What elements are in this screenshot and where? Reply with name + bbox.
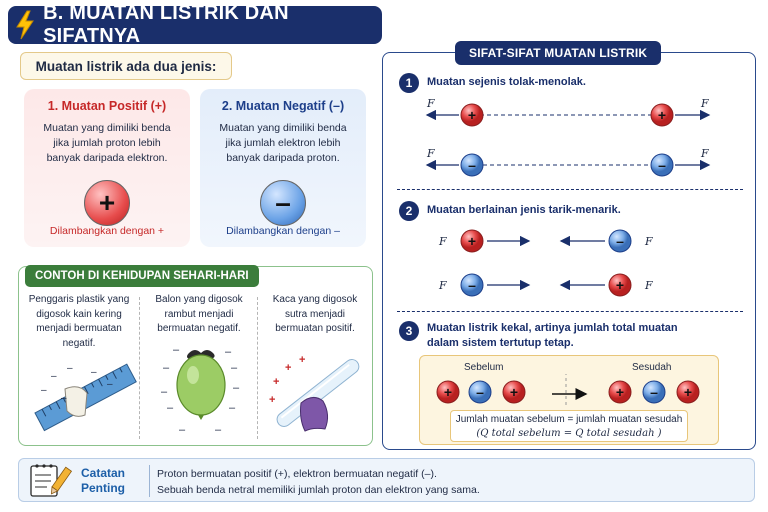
title-bar xyxy=(8,2,382,47)
positive-description: Muatan yang dimiliki benda jika jumlah proton lebih banyak daripada elektron. xyxy=(43,122,171,164)
property-number-2: 2 xyxy=(399,201,419,221)
property-2-text: Muatan berlainan jenis tarik-menarik. xyxy=(427,204,621,216)
lightning-icon xyxy=(8,6,41,44)
note-body: Proton bermuatan positif (+), elektron bermuatan negatif (–). Sebuah benda netral memiliki jumlah proton dan elektron yang sama. xyxy=(157,468,480,496)
svg-text:–: – xyxy=(225,347,232,358)
svg-text:–: – xyxy=(231,362,238,374)
intro-label: Muatan listrik ada dua jenis: xyxy=(20,52,232,80)
svg-text:–: – xyxy=(67,363,73,374)
svg-text:+: + xyxy=(299,354,306,366)
property-number-3: 3 xyxy=(399,321,419,341)
svg-text:F: F xyxy=(645,279,653,292)
svg-text:+: + xyxy=(443,384,453,400)
svg-text:–: – xyxy=(476,384,484,400)
attraction-diagram xyxy=(383,221,757,311)
svg-text:F: F xyxy=(701,147,709,160)
svg-text:+: + xyxy=(615,384,625,400)
svg-text:–: – xyxy=(163,362,170,374)
negative-charge-icon: – xyxy=(260,180,306,226)
glass-rod-silk-icon xyxy=(265,349,369,441)
important-note xyxy=(18,458,755,502)
svg-text:–: – xyxy=(51,371,57,382)
svg-text:+: + xyxy=(285,362,292,374)
svg-text:+: + xyxy=(615,277,625,293)
examples-panel xyxy=(18,266,373,446)
svg-text:–: – xyxy=(41,385,47,396)
svg-text:–: – xyxy=(215,424,222,436)
examples-heading: CONTOH DI KEHIDUPAN SEHARI-HARI xyxy=(25,265,259,287)
conservation-formula: (Q total sebelum = Q total sesudah ) xyxy=(476,428,662,439)
example-glass: Kaca yang digosok sutra menjadi bermuatan positif. xyxy=(272,294,358,334)
svg-text:F: F xyxy=(427,147,435,160)
svg-text:–: – xyxy=(650,384,658,400)
negative-symbol-text: Dilambangkan dengan – xyxy=(226,225,340,237)
positive-symbol-text: Dilambangkan dengan + xyxy=(49,225,165,237)
properties-heading: SIFAT-SIFAT MUATAN LISTRIK xyxy=(455,41,661,65)
example-ruler: Penggaris plastik yang digosok kain kering menjadi bermuatan negatif. xyxy=(28,294,130,349)
example-balloon: Balon yang digosok rambut menjadi bermuatan negatif. xyxy=(155,294,243,334)
positive-charge-card xyxy=(24,89,190,247)
svg-text:–: – xyxy=(468,157,476,173)
svg-text:+: + xyxy=(467,233,477,249)
svg-text:–: – xyxy=(61,393,67,404)
svg-text:–: – xyxy=(167,402,174,414)
svg-text:–: – xyxy=(173,347,180,356)
svg-text:+: + xyxy=(269,394,276,406)
svg-text:–: – xyxy=(179,424,186,436)
svg-text:F: F xyxy=(427,97,435,110)
svg-text:+: + xyxy=(657,107,667,123)
balloon-icon xyxy=(149,347,253,443)
ruler-cloth-icon xyxy=(27,349,139,441)
positive-charge-icon: + xyxy=(84,180,130,226)
svg-text:+: + xyxy=(509,384,519,400)
property-number-1: 1 xyxy=(399,73,419,93)
svg-text:+: + xyxy=(683,384,693,400)
conservation-equation: Jumlah muatan sebelum = jumlah muatan sesudah (Q total sebelum = Q total sesudah ) xyxy=(450,410,688,442)
positive-title: 1. Muatan Positif (+) xyxy=(47,99,167,113)
negative-description: Muatan yang dimiliki benda jika jumlah elektron lebih banyak daripada proton. xyxy=(219,122,347,164)
note-title: Catatan Penting xyxy=(81,466,126,495)
conservation-diagram xyxy=(420,374,720,410)
svg-text:F: F xyxy=(701,97,709,110)
negative-title: 2. Muatan Negatif (–) xyxy=(221,99,345,113)
svg-text:+: + xyxy=(273,376,280,388)
repulsion-diagram xyxy=(383,93,757,189)
svg-text:–: – xyxy=(161,386,168,398)
after-label: Sesudah xyxy=(632,362,672,373)
conservation-box xyxy=(419,355,719,445)
notepad-pencil-icon xyxy=(27,463,73,499)
property-1-text: Muatan sejenis tolak-menolak. xyxy=(427,76,586,88)
svg-text:–: – xyxy=(616,233,624,249)
svg-text:–: – xyxy=(107,379,113,390)
property-3-text: Muatan listrik kekal, artinya jumlah total muatan dalam sistem tertutup tetap. xyxy=(427,322,678,349)
svg-text:F: F xyxy=(439,235,447,248)
svg-text:F: F xyxy=(645,235,653,248)
page-title: B. MUATAN LISTRIK DAN SIFATNYA xyxy=(43,2,289,47)
negative-charge-card xyxy=(200,89,366,247)
before-label: Sebelum xyxy=(464,362,504,373)
svg-text:–: – xyxy=(229,402,236,414)
properties-panel xyxy=(382,46,756,450)
svg-text:–: – xyxy=(91,367,97,378)
svg-text:F: F xyxy=(439,279,447,292)
svg-text:+: + xyxy=(467,107,477,123)
svg-text:–: – xyxy=(233,382,240,394)
svg-text:–: – xyxy=(468,277,476,293)
svg-text:–: – xyxy=(658,157,666,173)
